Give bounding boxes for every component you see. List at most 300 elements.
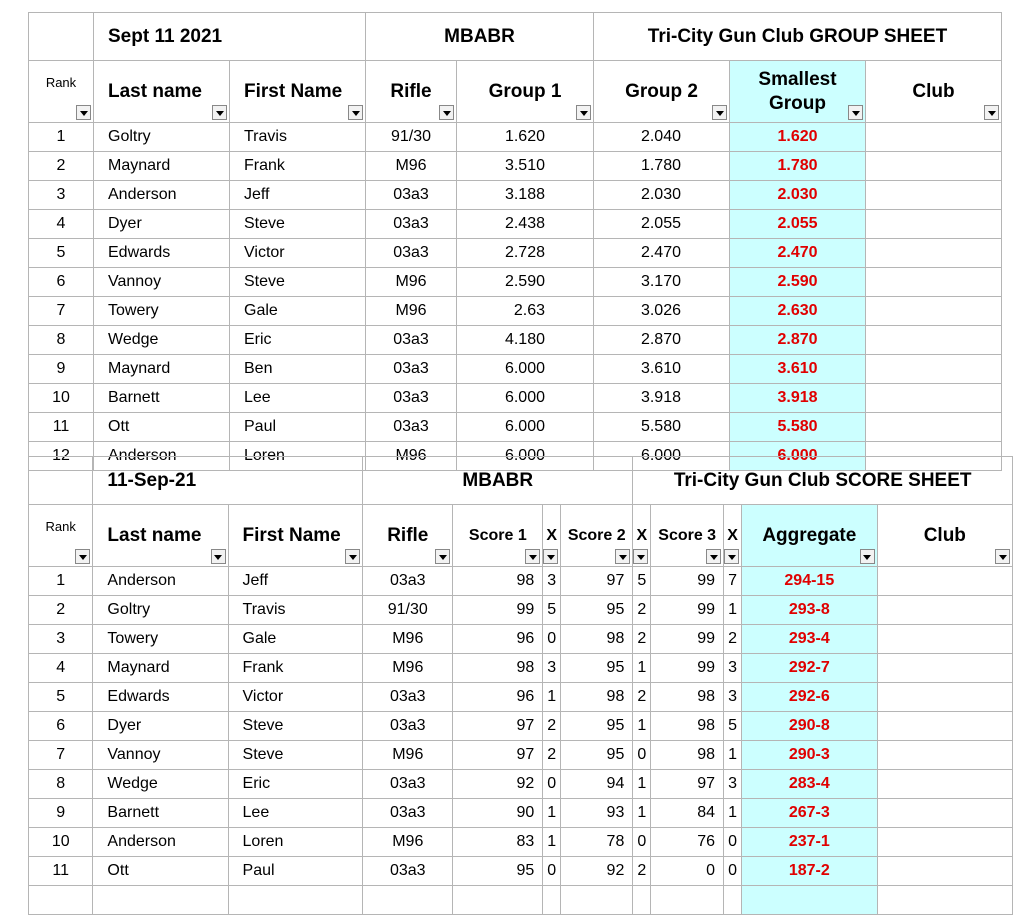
group2-cell[interactable]: 2.030 (594, 181, 730, 210)
club-cell[interactable] (877, 625, 1012, 654)
filter-dropdown-icon[interactable] (75, 549, 90, 564)
first-name-cell[interactable]: Frank (230, 152, 366, 181)
table-row (29, 770, 1013, 799)
empty-cell[interactable] (651, 886, 724, 915)
x1-cell[interactable]: 0 (543, 770, 561, 799)
x2-cell[interactable]: 2 (633, 857, 651, 886)
rank-cell[interactable]: 11 (29, 857, 93, 886)
x1-cell[interactable]: 0 (543, 857, 561, 886)
group1-cell[interactable]: 6.000 (457, 384, 594, 413)
club-cell[interactable] (877, 712, 1012, 741)
last-name-cell[interactable]: Barnett (93, 799, 228, 828)
rifle-cell[interactable]: 03a3 (363, 857, 453, 886)
header-last-name-label: Last name (107, 524, 202, 546)
x3-cell[interactable]: 3 (724, 654, 742, 683)
empty-cell[interactable] (877, 886, 1012, 915)
last-name-cell[interactable]: Anderson (93, 567, 228, 596)
score1-cell[interactable]: 92 (453, 770, 543, 799)
score1-cell[interactable]: 96 (453, 683, 543, 712)
first-name-cell[interactable]: Paul (230, 413, 366, 442)
score2-cell[interactable]: 98 (561, 683, 633, 712)
score3-cell[interactable]: 99 (651, 567, 724, 596)
x1-cell[interactable]: 3 (543, 654, 561, 683)
empty-cell[interactable] (561, 886, 633, 915)
smallest-group-cell[interactable]: 2.590 (730, 268, 866, 297)
club-cell[interactable] (866, 123, 1002, 152)
table-row (29, 152, 1002, 181)
score2-cell[interactable]: 94 (561, 770, 633, 799)
filter-dropdown-icon[interactable] (848, 105, 863, 120)
group2-cell[interactable]: 2.055 (594, 210, 730, 239)
first-name-cell[interactable]: Ben (230, 355, 366, 384)
x3-cell[interactable]: 1 (724, 799, 742, 828)
rank-cell[interactable]: 8 (29, 770, 93, 799)
empty-cell[interactable] (543, 886, 561, 915)
filter-dropdown-icon[interactable] (724, 549, 739, 564)
filter-dropdown-icon[interactable] (615, 549, 630, 564)
score3-cell[interactable]: 0 (651, 857, 724, 886)
first-name-cell[interactable]: Jeff (230, 181, 366, 210)
rank-cell[interactable]: 2 (29, 596, 93, 625)
x2-cell[interactable]: 2 (633, 596, 651, 625)
header-last-name (94, 61, 230, 123)
smallest-group-cell[interactable]: 2.870 (730, 326, 866, 355)
rank-cell[interactable]: 10 (29, 384, 94, 413)
club-cell[interactable] (866, 326, 1002, 355)
x3-cell[interactable]: 0 (724, 828, 742, 857)
x3-cell[interactable]: 3 (724, 770, 742, 799)
rifle-cell[interactable]: 03a3 (366, 384, 457, 413)
header-first-name-label: First Name (244, 80, 343, 102)
filter-dropdown-icon[interactable] (712, 105, 727, 120)
last-name-cell[interactable]: Vannoy (93, 741, 228, 770)
rifle-cell[interactable]: 03a3 (366, 326, 457, 355)
score1-cell[interactable]: 96 (453, 625, 543, 654)
first-name-cell[interactable]: Eric (230, 326, 366, 355)
rank-cell[interactable]: 10 (29, 828, 93, 857)
filter-dropdown-icon[interactable] (348, 105, 363, 120)
header-score3 (651, 505, 724, 567)
last-name-cell[interactable]: Edwards (94, 239, 230, 268)
header-rank-label: Rank (45, 519, 76, 534)
aggregate-cell[interactable]: 292-6 (742, 683, 878, 712)
header-x1-label: X (546, 526, 558, 544)
club-cell[interactable] (877, 596, 1012, 625)
smallest-group-cell[interactable]: 6.000 (730, 442, 866, 471)
filter-dropdown-icon[interactable] (439, 105, 454, 120)
filter-dropdown-icon[interactable] (860, 549, 875, 564)
x1-cell[interactable]: 1 (543, 799, 561, 828)
first-name-cell[interactable]: Gale (230, 297, 366, 326)
x3-cell[interactable]: 1 (724, 596, 742, 625)
rank-cell[interactable]: 9 (29, 799, 93, 828)
last-name-cell[interactable]: Dyer (94, 210, 230, 239)
x2-cell[interactable]: 2 (633, 683, 651, 712)
club-cell[interactable] (877, 683, 1012, 712)
group1-cell[interactable]: 3.510 (457, 152, 594, 181)
score1-cell[interactable]: 83 (453, 828, 543, 857)
header-group2 (594, 61, 730, 123)
header-rifle-label: Rifle (390, 80, 432, 102)
score1-cell[interactable]: 95 (453, 857, 543, 886)
table-row (29, 857, 1013, 886)
x1-cell[interactable]: 2 (543, 712, 561, 741)
score3-cell[interactable]: 98 (651, 741, 724, 770)
header-club-label: Club (923, 524, 966, 546)
header-rank (29, 505, 93, 567)
header-group1-label: Group 1 (488, 80, 562, 102)
score3-cell[interactable]: 98 (651, 683, 724, 712)
score2-cell[interactable]: 95 (561, 741, 633, 770)
rifle-cell[interactable]: M96 (366, 152, 457, 181)
rank-cell[interactable]: 3 (29, 181, 94, 210)
last-name-cell[interactable]: Goltry (94, 123, 230, 152)
group2-cell[interactable]: 3.610 (594, 355, 730, 384)
x2-cell[interactable]: 2 (633, 625, 651, 654)
last-name-cell[interactable]: Maynard (93, 654, 228, 683)
first-name-cell[interactable]: Paul (228, 857, 363, 886)
table-row (29, 567, 1013, 596)
rifle-cell[interactable]: M96 (366, 442, 457, 471)
x2-cell[interactable]: 1 (633, 654, 651, 683)
rank-cell[interactable]: 4 (29, 654, 93, 683)
header-x3-label: X (727, 526, 738, 544)
table-row (29, 596, 1013, 625)
group1-cell[interactable]: 1.620 (457, 123, 594, 152)
rank-cell[interactable]: 6 (29, 268, 94, 297)
empty-cell[interactable] (742, 886, 878, 915)
rank-cell[interactable]: 8 (29, 326, 94, 355)
first-name-cell[interactable]: Victor (230, 239, 366, 268)
table-row (29, 712, 1013, 741)
club-cell[interactable] (877, 857, 1012, 886)
x3-cell[interactable]: 2 (724, 625, 742, 654)
group-title-row (29, 13, 1002, 61)
smallest-group-cell[interactable]: 2.030 (730, 181, 866, 210)
group1-cell[interactable]: 6.000 (457, 413, 594, 442)
empty-cell[interactable] (29, 886, 93, 915)
aggregate-cell[interactable]: 290-3 (742, 741, 878, 770)
score3-cell[interactable]: 99 (651, 654, 724, 683)
rifle-cell[interactable]: 03a3 (366, 210, 457, 239)
rifle-cell[interactable]: 03a3 (363, 683, 453, 712)
header-smallest-group (730, 61, 866, 123)
first-name-cell[interactable]: Steve (230, 210, 366, 239)
first-name-cell[interactable]: Lee (230, 384, 366, 413)
header-score1-label: Score 1 (468, 526, 527, 544)
rifle-cell[interactable]: 03a3 (363, 712, 453, 741)
rifle-cell[interactable]: 91/30 (363, 596, 453, 625)
club-cell[interactable] (877, 799, 1012, 828)
aggregate-cell[interactable]: 294-15 (742, 567, 878, 596)
x1-cell[interactable]: 1 (543, 828, 561, 857)
club-cell[interactable] (866, 268, 1002, 297)
group2-cell[interactable]: 3.170 (594, 268, 730, 297)
first-name-cell[interactable]: Gale (228, 625, 363, 654)
group2-cell[interactable]: 6.000 (594, 442, 730, 471)
filter-dropdown-icon[interactable] (435, 549, 450, 564)
smallest-group-cell[interactable]: 3.610 (730, 355, 866, 384)
club-cell[interactable] (866, 355, 1002, 384)
club-cell[interactable] (866, 152, 1002, 181)
rank-cell[interactable]: 1 (29, 123, 94, 152)
smallest-group-cell[interactable]: 5.580 (730, 413, 866, 442)
rifle-cell[interactable]: 03a3 (366, 355, 457, 384)
first-name-cell[interactable]: Loren (230, 442, 366, 471)
club-cell[interactable] (866, 384, 1002, 413)
filter-dropdown-icon[interactable] (995, 549, 1010, 564)
aggregate-cell[interactable]: 293-8 (742, 596, 878, 625)
score1-cell[interactable]: 98 (453, 654, 543, 683)
group2-cell[interactable]: 2.470 (594, 239, 730, 268)
score2-cell[interactable]: 93 (561, 799, 633, 828)
score2-cell[interactable]: 97 (561, 567, 633, 596)
last-name-cell[interactable]: Wedge (93, 770, 228, 799)
x2-cell[interactable]: 1 (633, 799, 651, 828)
smallest-group-cell[interactable]: 2.470 (730, 239, 866, 268)
x1-cell[interactable]: 3 (543, 567, 561, 596)
rank-cell[interactable]: 3 (29, 625, 93, 654)
last-name-cell[interactable]: Anderson (93, 828, 228, 857)
group1-cell[interactable]: 3.188 (457, 181, 594, 210)
last-name-cell[interactable]: Maynard (94, 355, 230, 384)
score2-cell[interactable]: 92 (561, 857, 633, 886)
last-name-cell[interactable]: Vannoy (94, 268, 230, 297)
header-x2 (633, 505, 651, 567)
score2-cell[interactable]: 95 (561, 596, 633, 625)
club-cell[interactable] (866, 210, 1002, 239)
rifle-cell[interactable]: 03a3 (363, 770, 453, 799)
score1-cell[interactable]: 97 (453, 741, 543, 770)
first-name-cell[interactable]: Steve (228, 741, 363, 770)
x3-cell[interactable]: 5 (724, 712, 742, 741)
last-name-cell[interactable]: Maynard (94, 152, 230, 181)
last-name-cell[interactable]: Ott (93, 857, 228, 886)
table-row (29, 683, 1013, 712)
first-name-cell[interactable]: Victor (228, 683, 363, 712)
last-name-cell[interactable]: Anderson (94, 442, 230, 471)
score3-cell[interactable]: 84 (651, 799, 724, 828)
rank-cell[interactable]: 9 (29, 355, 94, 384)
rank-cell[interactable]: 6 (29, 712, 93, 741)
last-name-cell[interactable]: Wedge (94, 326, 230, 355)
score2-cell[interactable]: 78 (561, 828, 633, 857)
x3-cell[interactable]: 7 (724, 567, 742, 596)
last-name-cell[interactable]: Edwards (93, 683, 228, 712)
smallest-group-cell[interactable]: 1.780 (730, 152, 866, 181)
header-smallest-line2: Group (769, 92, 826, 114)
rank-cell[interactable]: 4 (29, 210, 94, 239)
last-name-cell[interactable]: Goltry (93, 596, 228, 625)
header-first-name (230, 61, 366, 123)
club-cell[interactable] (866, 297, 1002, 326)
filter-dropdown-icon[interactable] (984, 105, 999, 120)
table-row (29, 625, 1013, 654)
rank-cell[interactable]: 11 (29, 413, 94, 442)
filter-dropdown-icon[interactable] (543, 549, 558, 564)
first-name-cell[interactable]: Eric (228, 770, 363, 799)
smallest-group-cell[interactable]: 2.055 (730, 210, 866, 239)
filter-dropdown-icon[interactable] (633, 549, 648, 564)
first-name-cell[interactable]: Travis (228, 596, 363, 625)
group-title-sheet: Tri-City Gun Club GROUP SHEET (594, 13, 1002, 61)
group2-cell[interactable]: 1.780 (594, 152, 730, 181)
filter-dropdown-icon[interactable] (576, 105, 591, 120)
score-title-row (29, 457, 1013, 505)
filter-dropdown-icon[interactable] (76, 105, 91, 120)
table-row (29, 181, 1002, 210)
rifle-cell[interactable]: M96 (366, 297, 457, 326)
rank-cell[interactable]: 5 (29, 683, 93, 712)
score1-cell[interactable]: 98 (453, 567, 543, 596)
x1-cell[interactable]: 5 (543, 596, 561, 625)
score3-cell[interactable]: 99 (651, 625, 724, 654)
aggregate-cell[interactable]: 292-7 (742, 654, 878, 683)
first-name-cell[interactable]: Lee (228, 799, 363, 828)
first-name-cell[interactable]: Travis (230, 123, 366, 152)
rank-cell[interactable]: 5 (29, 239, 94, 268)
first-name-cell[interactable]: Frank (228, 654, 363, 683)
filter-dropdown-icon[interactable] (525, 549, 540, 564)
score2-cell[interactable]: 95 (561, 712, 633, 741)
rank-cell[interactable]: 12 (29, 442, 94, 471)
rifle-cell[interactable]: M96 (363, 741, 453, 770)
empty-cell[interactable] (453, 886, 543, 915)
last-name-cell[interactable]: Towery (94, 297, 230, 326)
group1-cell[interactable]: 2.63 (457, 297, 594, 326)
score1-cell[interactable]: 90 (453, 799, 543, 828)
empty-cell[interactable] (93, 886, 228, 915)
group2-cell[interactable]: 2.870 (594, 326, 730, 355)
score2-cell[interactable]: 98 (561, 625, 633, 654)
rifle-cell[interactable]: 03a3 (366, 181, 457, 210)
header-first-name-label: First Name (242, 524, 341, 546)
rank-cell[interactable]: 2 (29, 152, 94, 181)
x3-cell[interactable]: 1 (724, 741, 742, 770)
smallest-group-cell[interactable]: 3.918 (730, 384, 866, 413)
filter-dropdown-icon[interactable] (211, 549, 226, 564)
score3-cell[interactable]: 97 (651, 770, 724, 799)
last-name-cell[interactable]: Ott (94, 413, 230, 442)
rifle-cell[interactable]: 03a3 (363, 567, 453, 596)
table-row (29, 828, 1013, 857)
club-cell[interactable] (877, 654, 1012, 683)
aggregate-cell[interactable]: 283-4 (742, 770, 878, 799)
rifle-cell[interactable]: M96 (363, 828, 453, 857)
first-name-cell[interactable]: Steve (228, 712, 363, 741)
score3-cell[interactable]: 76 (651, 828, 724, 857)
x1-cell[interactable]: 0 (543, 625, 561, 654)
group2-cell[interactable]: 5.580 (594, 413, 730, 442)
header-last-name (93, 505, 228, 567)
filter-dropdown-icon[interactable] (212, 105, 227, 120)
rank-cell[interactable]: 1 (29, 567, 93, 596)
first-name-cell[interactable]: Steve (230, 268, 366, 297)
club-cell[interactable] (877, 770, 1012, 799)
aggregate-cell[interactable]: 267-3 (742, 799, 878, 828)
club-cell[interactable] (866, 181, 1002, 210)
rank-cell[interactable]: 7 (29, 741, 93, 770)
group1-cell[interactable]: 4.180 (457, 326, 594, 355)
filter-dropdown-icon[interactable] (706, 549, 721, 564)
rank-cell[interactable]: 7 (29, 297, 94, 326)
x1-cell[interactable]: 1 (543, 683, 561, 712)
empty-cell[interactable] (363, 886, 453, 915)
table-row (29, 741, 1013, 770)
group1-cell[interactable]: 6.000 (457, 355, 594, 384)
smallest-group-cell[interactable]: 2.630 (730, 297, 866, 326)
header-aggregate (742, 505, 878, 567)
empty-cell[interactable] (633, 886, 651, 915)
x2-cell[interactable]: 5 (633, 567, 651, 596)
rifle-cell[interactable]: M96 (363, 625, 453, 654)
empty-cell[interactable] (228, 886, 363, 915)
rifle-cell[interactable]: M96 (363, 654, 453, 683)
smallest-group-cell[interactable]: 1.620 (730, 123, 866, 152)
x3-cell[interactable]: 3 (724, 683, 742, 712)
score3-cell[interactable]: 98 (651, 712, 724, 741)
rifle-cell[interactable]: 03a3 (366, 239, 457, 268)
table-row (29, 123, 1002, 152)
x1-cell[interactable]: 2 (543, 741, 561, 770)
x2-cell[interactable]: 0 (633, 741, 651, 770)
club-cell[interactable] (877, 828, 1012, 857)
rifle-cell[interactable]: M96 (366, 268, 457, 297)
rifle-cell[interactable]: 03a3 (366, 413, 457, 442)
group2-cell[interactable]: 2.040 (594, 123, 730, 152)
empty-row (29, 886, 1013, 915)
x2-cell[interactable]: 1 (633, 712, 651, 741)
club-cell[interactable] (866, 413, 1002, 442)
aggregate-cell[interactable]: 290-8 (742, 712, 878, 741)
score1-cell[interactable]: 99 (453, 596, 543, 625)
x3-cell[interactable]: 0 (724, 857, 742, 886)
group2-cell[interactable]: 3.918 (594, 384, 730, 413)
group1-cell[interactable]: 2.590 (457, 268, 594, 297)
club-cell[interactable] (866, 239, 1002, 268)
empty-cell[interactable] (724, 886, 742, 915)
club-cell[interactable] (877, 741, 1012, 770)
score3-cell[interactable]: 99 (651, 596, 724, 625)
group-title-date: Sept 11 2021 (94, 13, 366, 61)
club-cell[interactable] (877, 567, 1012, 596)
aggregate-cell[interactable]: 293-4 (742, 625, 878, 654)
score2-cell[interactable]: 95 (561, 654, 633, 683)
aggregate-cell[interactable]: 237-1 (742, 828, 878, 857)
score1-cell[interactable]: 97 (453, 712, 543, 741)
rifle-cell[interactable]: 03a3 (363, 799, 453, 828)
header-smallest-line1: Smallest (758, 68, 837, 90)
first-name-cell[interactable]: Jeff (228, 567, 363, 596)
header-last-name-label: Last name (108, 80, 202, 102)
group2-cell[interactable]: 3.026 (594, 297, 730, 326)
last-name-cell[interactable]: Towery (93, 625, 228, 654)
rifle-cell[interactable]: 91/30 (366, 123, 457, 152)
last-name-cell[interactable]: Barnett (94, 384, 230, 413)
first-name-cell[interactable]: Loren (228, 828, 363, 857)
group1-cell[interactable]: 2.438 (457, 210, 594, 239)
table-row (29, 654, 1013, 683)
aggregate-cell[interactable]: 187-2 (742, 857, 878, 886)
x2-cell[interactable]: 1 (633, 770, 651, 799)
last-name-cell[interactable]: Anderson (94, 181, 230, 210)
x2-cell[interactable]: 0 (633, 828, 651, 857)
group1-cell[interactable]: 6.000 (457, 442, 594, 471)
group1-cell[interactable]: 2.728 (457, 239, 594, 268)
last-name-cell[interactable]: Dyer (93, 712, 228, 741)
score-sheet-table (28, 456, 1013, 915)
filter-dropdown-icon[interactable] (345, 549, 360, 564)
